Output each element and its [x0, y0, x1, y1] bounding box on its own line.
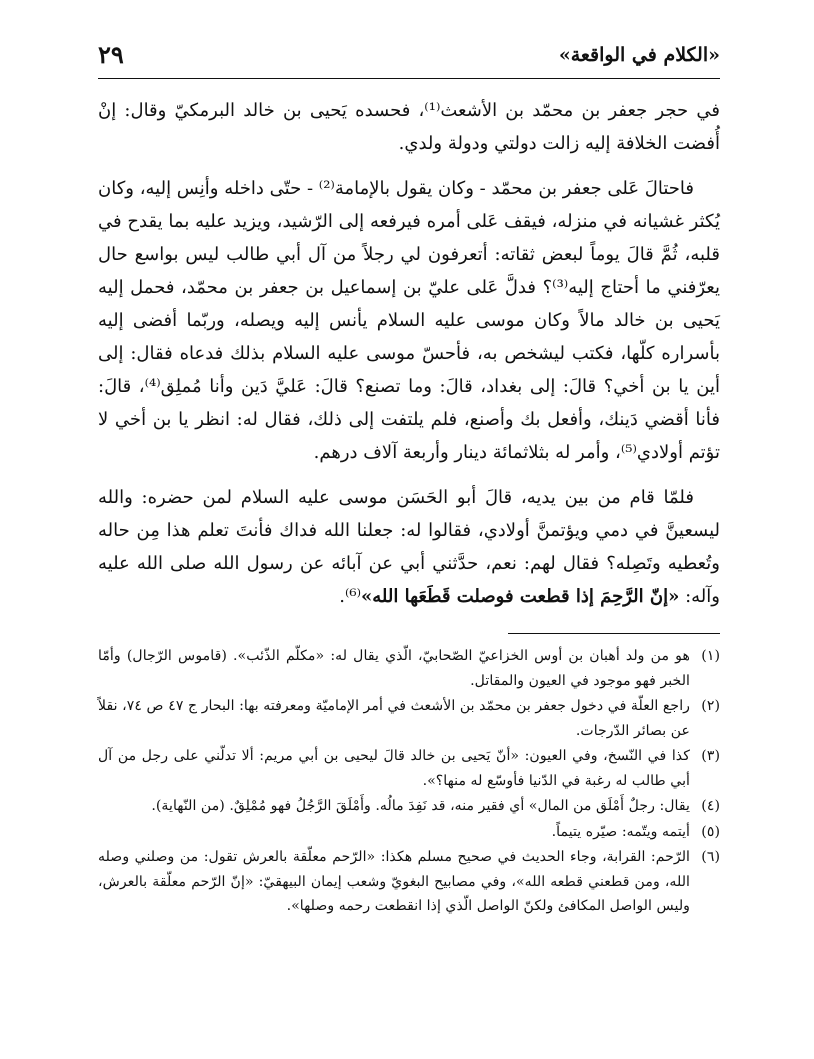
footnote-separator — [508, 633, 720, 634]
page-header — [98, 40, 720, 80]
footnote — [98, 845, 720, 919]
hadith-quote: «إنّ الرَّحِمَ إذا قطعت فوصلت قَطَعَها الله» — [361, 586, 680, 607]
footnote-number: (٥) — [701, 823, 720, 840]
header-rule — [98, 78, 720, 79]
paragraph-2: فاحتالَ عَلى جعفر بن محمّد - وكان يقول بالإمامة⁽²⁾ - حتّى داخله وأنِس إليه، وكان يُكثر غشيانه في منزله، فيقف عَلى أمره فيرفعه إلى الرّشيد، ويزيد عليه بما يقدح في قلبه، ثُمَّ قالَ يوماً لبعض ثقاته: أتعرفون لي رجلاً من آل أبي طالب ليس بواسع حال يعرّفني ما أحتاج إليه⁽³⁾؟ فدلَّ عَلى عليّ بن إسماعيل بن جعفر بن محمّد، فحمل إليه يَحيى بن خالد مالاً وكان موسى عليه السلام يأنس إليه ويصله، وربّما أفضى إليه بأسراره كلّها، فكتب ليشخص به، فأحسّ موسى عليه السلام بذلك فدعاه فقال: إلى أين يا بن أخي؟ قالَ: إلى بغداد، قالَ: وما تصنع؟ قالَ: عَليَّ دَين وأنا مُملِق⁽⁴⁾، قالَ: فأنا أقضي دَينك، وأفعل بك وأصنع، فلم يلتفت إلى ذلك، فقال له: انظر يا بن أخي لا تؤتم أولادي⁽⁵⁾، وأمر له بثلاثمائة دينار وأربعة آلاف درهم. — [98, 178, 721, 463]
footnote-number: (٢) — [701, 698, 720, 714]
running-title: «الكلام في الواقعة» — [558, 44, 720, 66]
paragraph-1: في حجر جعفر بن محمّد بن الأشعث⁽¹⁾، فحسده يَحيى بن خالد البرمكيّ وقال: إنْ أُفضت الخلافة إليه زالت دولتي ودولة ولدي. — [98, 100, 720, 154]
footnote — [98, 794, 720, 819]
footnote — [98, 744, 720, 793]
footnote — [98, 820, 720, 845]
footnote-ref-6: ⁽⁶⁾. — [339, 586, 362, 607]
footnote-text: هو من ولد أهبان بن أوس الخزاعيّ الصّحابيّ، الّذي يقال له: «مكلّم الذّئب». (قاموس الرّجال) وأمّا الخبر فهو موجود في العيون والمقاتل. — [98, 648, 690, 689]
paragraph-3 — [98, 481, 720, 613]
footnotes — [98, 644, 720, 919]
footnote-number: (٦) — [701, 849, 720, 865]
footnote-number: (٣) — [701, 748, 720, 764]
footnote-text: يقال: رجلٌ أَمْلَق من المال» أي فقير منه، قد نَفِدَ مالُه. وأَمْلَقَ الرَّجُلُ فهو مُمْلِقٌ. (من النّهاية). — [151, 798, 690, 814]
footnote-number: (١) — [701, 648, 720, 664]
footnote-text: أيتمه ويتّمه: صيّره يتيماً. — [551, 823, 690, 840]
page-number: ٢٩ — [98, 40, 124, 69]
document-page — [98, 40, 720, 920]
paragraph-3-text: فلمّا قام من بين يديه، قالَ أبو الحَسَن موسى عليه السلام لمن حضره: والله ليسعينَّ في دمي ويؤتمنَّ أولادي، فقالوا له: جعلنا الله فداك فأنتَ تعلم هذا مِن حاله وتُعطيه وتَصِله؟ فقال لهم: نعم، حدَّثني أبي عن آبائه عن رسول الله صلى الله عليه وآله: — [98, 487, 720, 607]
footnote-text: الرّحم: القرابة، وجاء الحديث في صحيح مسلم هكذا: «الرّحم معلّقة بالعرش تقول: من وصلني وصله الله، ومن قطعني قطعه الله»، وفي مصابيح البغويّ وشعب إيمان البيهقيّ: «إنّ الرّحم معلّقة بالعرش، وليس الواصل المكافئ ولكنّ الواصل الّذي إذا انقطعت رحمه وصلها». — [98, 849, 690, 914]
footnote-text: كذا في النّسخ، وفي العيون: «أنّ يَحيى بن خالد قالَ ليحيى بن أبي مريم: ألا تدلّني على رجل من آل أبي طالب له رغبة في الدّنيا فأوسّع له منها؟». — [98, 748, 690, 789]
footnote — [98, 644, 720, 693]
footnote-text: راجع العلّة في دخول جعفر بن محمّد بن الأشعث في أمر الإماميّة ومعرفته بها: البحار ج ٤٧ ص ٧٤، نقلاً عن بصائر الدّرجات. — [98, 698, 690, 739]
footnote — [98, 694, 720, 743]
footnote-number: (٤) — [701, 798, 720, 814]
main-text — [98, 94, 720, 613]
